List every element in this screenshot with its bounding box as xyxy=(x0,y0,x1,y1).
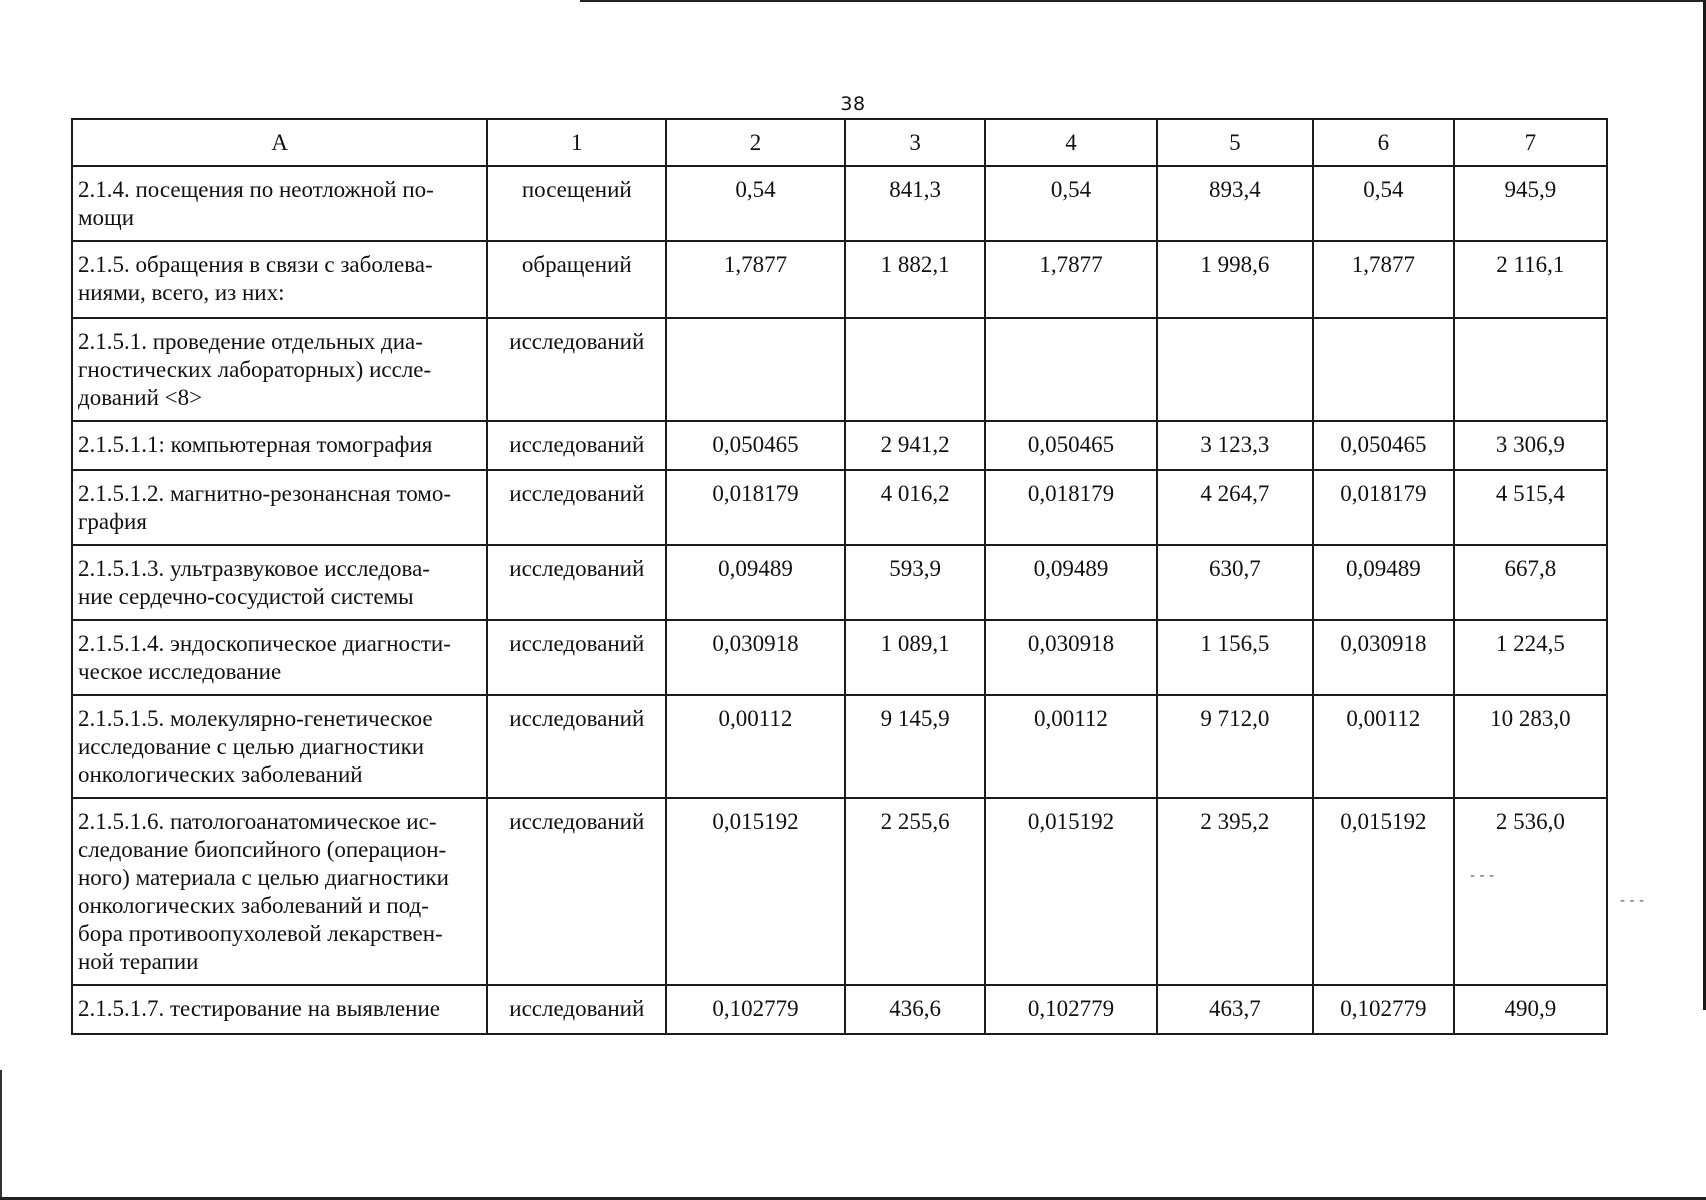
value-cell: 0,54 xyxy=(666,166,845,241)
row-name-cell: 2.1.5.1.1: компьютерная томография xyxy=(72,421,487,470)
value-cell xyxy=(985,318,1156,421)
scan-edge-top xyxy=(580,0,1706,2)
table-row xyxy=(72,421,1607,470)
row-name-cell: 2.1.5.1.3. ультразвуковое исследова- ние сердечно-сосудистой системы xyxy=(72,545,487,620)
value-cell: 1 998,6 xyxy=(1157,241,1313,318)
unit-cell: исследований xyxy=(487,421,666,470)
column-header: 3 xyxy=(845,119,986,166)
table-row xyxy=(72,166,1607,241)
row-name-cell: 2.1.5. обращения в связи с заболева- ниями, всего, из них: xyxy=(72,241,487,318)
value-cell: 0,09489 xyxy=(985,545,1156,620)
value-cell: 0,54 xyxy=(985,166,1156,241)
scan-speck: - - - xyxy=(1620,893,1645,909)
value-cell: 0,102779 xyxy=(1313,985,1454,1034)
value-cell: 1 089,1 xyxy=(845,620,986,695)
value-cell: 667,8 xyxy=(1454,545,1607,620)
value-cell: 1,7877 xyxy=(985,241,1156,318)
column-header: А xyxy=(72,119,487,166)
value-cell: 1,7877 xyxy=(1313,241,1454,318)
value-cell: 0,54 xyxy=(1313,166,1454,241)
row-name-cell: 2.1.4. посещения по неотложной по- мощи xyxy=(72,166,487,241)
table-container xyxy=(71,118,1608,1035)
value-cell: 0,018179 xyxy=(1313,470,1454,545)
value-cell: 2 536,0 xyxy=(1454,798,1607,985)
column-header: 5 xyxy=(1157,119,1313,166)
value-cell xyxy=(845,318,986,421)
table-row xyxy=(72,318,1607,421)
value-cell: 0,018179 xyxy=(666,470,845,545)
value-cell: 0,00112 xyxy=(985,695,1156,798)
value-cell: 593,9 xyxy=(845,545,986,620)
table-row xyxy=(72,985,1607,1034)
value-cell: 9 145,9 xyxy=(845,695,986,798)
unit-cell: исследований xyxy=(487,470,666,545)
value-cell: 0,09489 xyxy=(1313,545,1454,620)
unit-cell: исследований xyxy=(487,798,666,985)
value-cell: 3 306,9 xyxy=(1454,421,1607,470)
value-cell: 2 116,1 xyxy=(1454,241,1607,318)
unit-cell: исследований xyxy=(487,985,666,1034)
table-row xyxy=(72,695,1607,798)
unit-cell: исследований xyxy=(487,620,666,695)
value-cell: 630,7 xyxy=(1157,545,1313,620)
value-cell xyxy=(1454,318,1607,421)
row-name-cell: 2.1.5.1.6. патологоанатомическое ис- следование биопсийного (операцион- ного) материала с целью диагностики онкологических заболеваний и под- бора противоопухолевой лекарствен- ной терапии xyxy=(72,798,487,985)
value-cell: 0,00112 xyxy=(1313,695,1454,798)
value-cell: 1,7877 xyxy=(666,241,845,318)
value-cell: 0,015192 xyxy=(666,798,845,985)
value-cell: 2 395,2 xyxy=(1157,798,1313,985)
table-body xyxy=(72,166,1607,1034)
value-cell: 893,4 xyxy=(1157,166,1313,241)
value-cell: 0,00112 xyxy=(666,695,845,798)
column-header: 2 xyxy=(666,119,845,166)
value-cell xyxy=(1157,318,1313,421)
value-cell: 4 016,2 xyxy=(845,470,986,545)
value-cell: 0,018179 xyxy=(985,470,1156,545)
unit-cell: обращений xyxy=(487,241,666,318)
value-cell: 0,030918 xyxy=(985,620,1156,695)
column-header: 4 xyxy=(985,119,1156,166)
table-row xyxy=(72,620,1607,695)
value-cell: 0,050465 xyxy=(1313,421,1454,470)
unit-cell: исследований xyxy=(487,545,666,620)
column-header: 1 xyxy=(487,119,666,166)
value-cell: 0,102779 xyxy=(985,985,1156,1034)
unit-cell: исследований xyxy=(487,318,666,421)
value-cell xyxy=(1313,318,1454,421)
value-cell: 10 283,0 xyxy=(1454,695,1607,798)
table-row xyxy=(72,241,1607,318)
table-header-row xyxy=(72,119,1607,166)
value-cell: 0,030918 xyxy=(666,620,845,695)
column-header: 7 xyxy=(1454,119,1607,166)
value-cell: 4 264,7 xyxy=(1157,470,1313,545)
row-name-cell: 2.1.5.1.2. магнитно-резонансная томо- графия xyxy=(72,470,487,545)
value-cell: 2 255,6 xyxy=(845,798,986,985)
value-cell: 0,050465 xyxy=(985,421,1156,470)
row-name-cell: 2.1.5.1.4. эндоскопическое диагности- ческое исследование xyxy=(72,620,487,695)
value-cell: 0,09489 xyxy=(666,545,845,620)
value-cell: 0,102779 xyxy=(666,985,845,1034)
value-cell: 1 156,5 xyxy=(1157,620,1313,695)
value-cell: 2 941,2 xyxy=(845,421,986,470)
row-name-cell: 2.1.5.1.7. тестирование на выявление xyxy=(72,985,487,1034)
value-cell: 0,015192 xyxy=(1313,798,1454,985)
column-header: 6 xyxy=(1313,119,1454,166)
value-cell: 436,6 xyxy=(845,985,986,1034)
table-row xyxy=(72,545,1607,620)
row-name-cell: 2.1.5.1. проведение отдельных диа- гностических лабораторных) иссле- дований <8> xyxy=(72,318,487,421)
value-cell: 0,015192 xyxy=(985,798,1156,985)
value-cell: 841,3 xyxy=(845,166,986,241)
value-cell: 945,9 xyxy=(1454,166,1607,241)
scan-edge-left xyxy=(0,1070,2,1200)
data-table xyxy=(71,118,1608,1035)
value-cell xyxy=(666,318,845,421)
scan-speck: - - - xyxy=(1470,868,1495,884)
value-cell: 1 882,1 xyxy=(845,241,986,318)
value-cell: 9 712,0 xyxy=(1157,695,1313,798)
value-cell: 0,030918 xyxy=(1313,620,1454,695)
value-cell: 463,7 xyxy=(1157,985,1313,1034)
unit-cell: исследований xyxy=(487,695,666,798)
value-cell: 4 515,4 xyxy=(1454,470,1607,545)
value-cell: 490,9 xyxy=(1454,985,1607,1034)
page-number: 38 xyxy=(840,93,866,115)
value-cell: 1 224,5 xyxy=(1454,620,1607,695)
value-cell: 0,050465 xyxy=(666,421,845,470)
table-row xyxy=(72,798,1607,985)
unit-cell: посещений xyxy=(487,166,666,241)
row-name-cell: 2.1.5.1.5. молекулярно-генетическое исследование с целью диагностики онкологических заболеваний xyxy=(72,695,487,798)
value-cell: 3 123,3 xyxy=(1157,421,1313,470)
table-row xyxy=(72,470,1607,545)
